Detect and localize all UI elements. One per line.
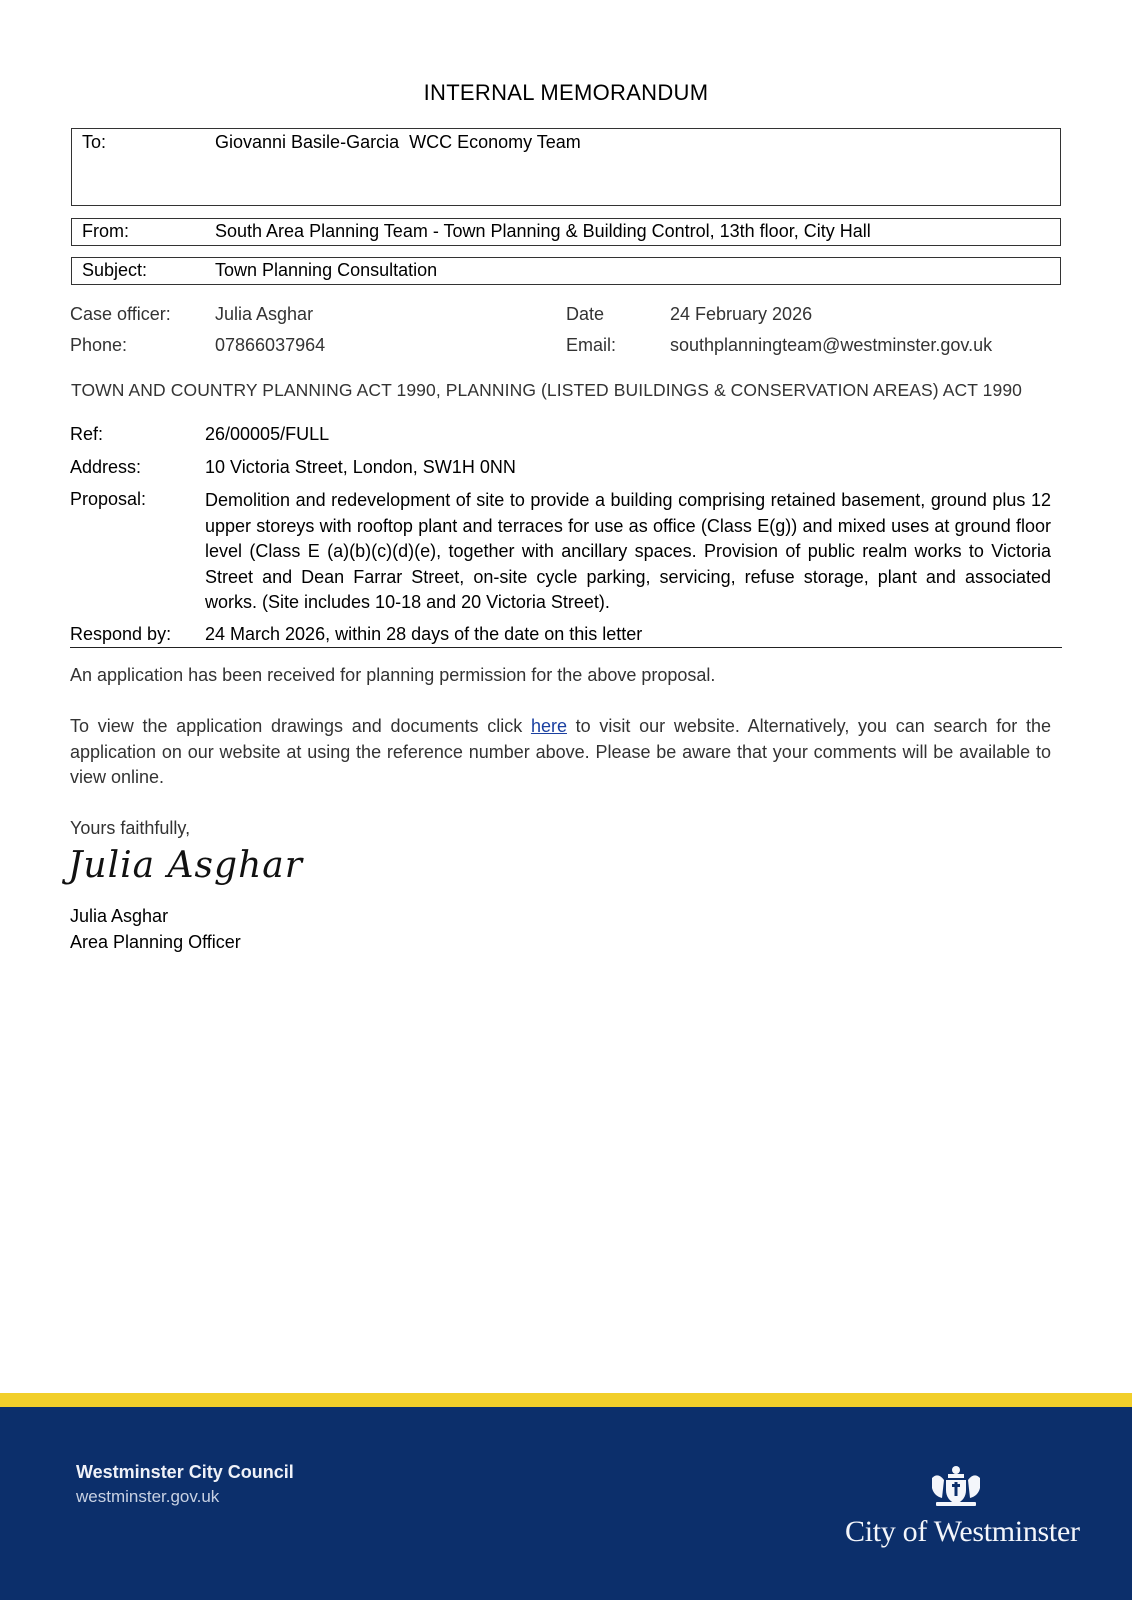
from-label: From: — [82, 221, 129, 241]
proposal-value: Demolition and redevelopment of site to provide a building comprising retained basement, ground plus 12 upper storeys with rooftop plant and terraces for use as office (Class E(g)) and mixed uses at ground floor level (Class E (a)(b)(c)(d)(e), together with ancillary spaces. Provision of public realm works to Victoria Street and Dean Farrar Street, on-site cycle parking, servicing, refuse storage, plant and associated works. (Site includes 10-18 and 20 Victoria Street). — [205, 490, 1051, 612]
respond-value: 24 March 2026, within 28 days of the date on this letter — [205, 624, 643, 644]
footer-brand-logo: City of Westminster — [845, 1515, 1080, 1548]
proposal-label: Proposal: — [70, 489, 147, 509]
footer-yellow-stripe — [0, 1393, 1132, 1407]
date-label: Date — [566, 304, 605, 324]
subject-label: Subject: — [82, 260, 148, 280]
signatory-name: Julia Asghar — [70, 906, 169, 926]
email-label: Email: — [566, 335, 617, 355]
from-box — [71, 218, 1061, 246]
handwritten-signature: Julia Asghar — [68, 845, 303, 886]
footer-org-name: Westminster City Council — [76, 1462, 294, 1482]
view-paragraph — [70, 714, 1051, 791]
city-crest-icon — [928, 1464, 984, 1508]
to-box — [71, 128, 1061, 206]
to-label: To: — [82, 132, 107, 152]
subject-box — [71, 257, 1061, 285]
closing-text: Yours faithfully, — [70, 818, 191, 838]
view-paragraph-end: to visit our website. Alternatively, you can search for the application on our website at using the reference number above. Please be aware that your comments will be available to view online. — [70, 716, 1051, 787]
address-label: Address: — [70, 457, 142, 477]
phone-label: Phone: — [70, 335, 128, 355]
to-value: Giovanni Basile-Garcia WCC Economy Team — [215, 132, 581, 152]
act-heading: TOWN AND COUNTRY PLANNING ACT 1990, PLANNING (LISTED BUILDINGS & CONSERVATION AREAS) ACT 1990 — [71, 380, 1023, 400]
subject-value: Town Planning Consultation — [215, 260, 438, 280]
intro-paragraph: An application has been received for planning permission for the above proposal. — [70, 665, 716, 685]
footer-website: westminster.gov.uk — [76, 1487, 220, 1506]
date-value: 24 February 2026 — [670, 304, 813, 324]
case-officer-value: Julia Asghar — [215, 304, 314, 324]
address-value: 10 Victoria Street, London, SW1H 0NN — [205, 457, 516, 477]
footer-banner — [0, 1407, 1132, 1600]
ref-value: 26/00005/FULL — [205, 424, 330, 444]
respond-label: Respond by: — [70, 624, 172, 644]
memo-title: INTERNAL MEMORANDUM — [423, 80, 709, 105]
here-link[interactable]: here — [530, 716, 567, 736]
phone-value: 07866037964 — [215, 335, 326, 355]
signatory-role: Area Planning Officer — [70, 932, 241, 952]
ref-label: Ref: — [70, 424, 104, 444]
email-value: southplanningteam@westminster.gov.uk — [670, 335, 993, 355]
respond-divider — [70, 647, 1062, 648]
view-paragraph-start: To view the application drawings and documents click — [70, 716, 531, 736]
case-officer-label: Case officer: — [70, 304, 171, 324]
from-value: South Area Planning Team - Town Planning & Building Control, 13th floor, City Hall — [215, 221, 871, 241]
